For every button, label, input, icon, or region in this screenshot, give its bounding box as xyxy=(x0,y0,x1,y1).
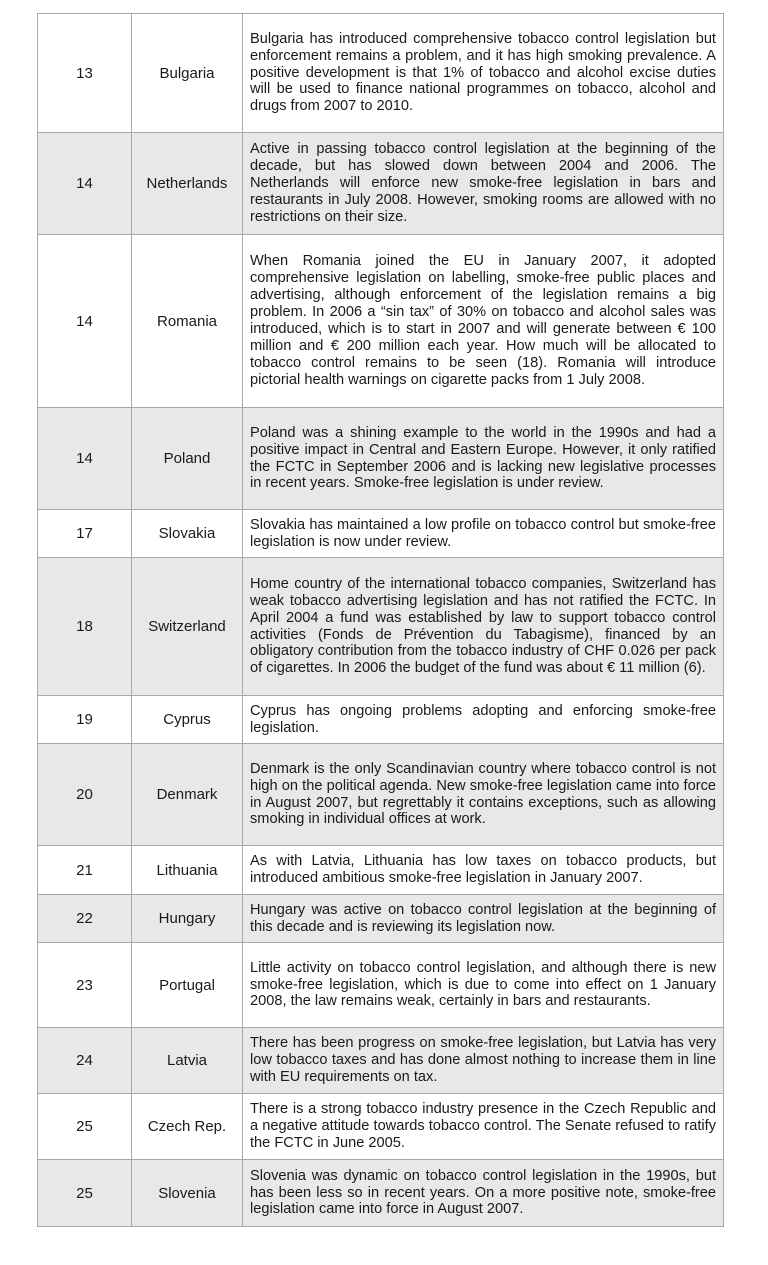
description-cell: Bulgaria has introduced comprehensive tobacco control legislation but enforcement remains a problem, and it has high smoking prevalence. A positive development is that 1% of tobacco and alcohol excise duties will be used to finance national programmes on tobacco, alcohol and drugs from 2007 to 2010. xyxy=(243,14,724,133)
rank-cell: 14 xyxy=(38,133,132,235)
description-cell: Denmark is the only Scandinavian country where tobacco control is not high on the political agenda. New smoke-free legislation came into force in August 2007, but regrettably it contains exceptions, such as allowing smoking in individual offices at work. xyxy=(243,744,724,846)
country-cell: Lithuania xyxy=(132,846,243,895)
table-row xyxy=(38,895,724,943)
table-row xyxy=(38,1160,724,1227)
country-cell: Latvia xyxy=(132,1028,243,1094)
table-row xyxy=(38,846,724,895)
description-cell: There is a strong tobacco industry presence in the Czech Republic and a negative attitude towards tobacco control. The Senate refused to ratify the FCTC in June 2005. xyxy=(243,1094,724,1160)
country-cell: Romania xyxy=(132,235,243,408)
table-row xyxy=(38,1094,724,1160)
rank-cell: 22 xyxy=(38,895,132,943)
rank-cell: 17 xyxy=(38,510,132,558)
table-row xyxy=(38,1028,724,1094)
country-cell: Hungary xyxy=(132,895,243,943)
country-cell: Cyprus xyxy=(132,696,243,744)
rank-cell: 14 xyxy=(38,408,132,510)
country-cell: Poland xyxy=(132,408,243,510)
table-row xyxy=(38,14,724,133)
rank-cell: 20 xyxy=(38,744,132,846)
description-cell: As with Latvia, Lithuania has low taxes on tobacco products, but introduced ambitious smoke-free legislation in January 2007. xyxy=(243,846,724,895)
table-row xyxy=(38,943,724,1028)
country-cell: Slovakia xyxy=(132,510,243,558)
description-cell: Little activity on tobacco control legislation, and although there is new smoke-free legislation, which is due to come into effect on 1 January 2008, the law remains weak, certainly in bars and restaurants. xyxy=(243,943,724,1028)
rank-cell: 21 xyxy=(38,846,132,895)
description-cell: Active in passing tobacco control legislation at the beginning of the decade, but has slowed down between 2004 and 2006. The Netherlands will enforce new smoke-free legislation in bars and restaurants in July 2008. However, smoking rooms are allowed with no restrictions on their size. xyxy=(243,133,724,235)
table-row xyxy=(38,408,724,510)
country-cell: Switzerland xyxy=(132,558,243,696)
description-cell: There has been progress on smoke-free legislation, but Latvia has very low tobacco taxes and has done almost nothing to increase them in line with EU requirements on tax. xyxy=(243,1028,724,1094)
description-cell: Home country of the international tobacco companies, Switzerland has weak tobacco advertising legislation and has not ratified the FCTC. In April 2004 a fund was established by law to support tobacco control activities (Fonds de Prévention du Tabagisme), financed by an obligatory contribution from the tobacco industry of CHF 0.026 per pack of cigarettes. In 2006 the budget of the fund was about € 11 million (6). xyxy=(243,558,724,696)
description-cell: Slovenia was dynamic on tobacco control legislation in the 1990s, but has been less so in recent years. On a more positive note, smoke-free legislation came into force in August 2007. xyxy=(243,1160,724,1227)
rank-cell: 25 xyxy=(38,1160,132,1227)
table-body xyxy=(38,14,724,1227)
rank-cell: 25 xyxy=(38,1094,132,1160)
rank-cell: 18 xyxy=(38,558,132,696)
rank-cell: 14 xyxy=(38,235,132,408)
rank-cell: 13 xyxy=(38,14,132,133)
rank-cell: 19 xyxy=(38,696,132,744)
table-row xyxy=(38,696,724,744)
description-cell: When Romania joined the EU in January 2007, it adopted comprehensive legislation on labelling, smoke-free public places and advertising, although enforcement of the legislation remains a big problem. In 2006 a “sin tax” of 30% on tobacco and alcohol sales was introduced, which is to start in 2007 and will generate between € 100 million and € 200 million each year. How much will be allocated to tobacco control remains to be seen (18). Romania will introduce pictorial health warnings on cigarette packs from 1 July 2008. xyxy=(243,235,724,408)
country-cell: Bulgaria xyxy=(132,14,243,133)
description-cell: Slovakia has maintained a low profile on tobacco control but smoke-free legislation is now under review. xyxy=(243,510,724,558)
country-cell: Slovenia xyxy=(132,1160,243,1227)
description-cell: Hungary was active on tobacco control legislation at the beginning of this decade and is reviewing its legislation now. xyxy=(243,895,724,943)
country-cell: Netherlands xyxy=(132,133,243,235)
country-cell: Portugal xyxy=(132,943,243,1028)
description-cell: Cyprus has ongoing problems adopting and enforcing smoke-free legislation. xyxy=(243,696,724,744)
table-row xyxy=(38,133,724,235)
rank-cell: 24 xyxy=(38,1028,132,1094)
country-cell: Denmark xyxy=(132,744,243,846)
table-row xyxy=(38,235,724,408)
table-row xyxy=(38,558,724,696)
description-cell: Poland was a shining example to the world in the 1990s and had a positive impact in Central and Eastern Europe. However, it only ratified the FCTC in September 2006 and is lacking new legislative processes in recent years. Smoke-free legislation is under review. xyxy=(243,408,724,510)
table-row xyxy=(38,744,724,846)
table-row xyxy=(38,510,724,558)
country-cell: Czech Rep. xyxy=(132,1094,243,1160)
rank-cell: 23 xyxy=(38,943,132,1028)
country-ranking-table xyxy=(37,13,724,1227)
